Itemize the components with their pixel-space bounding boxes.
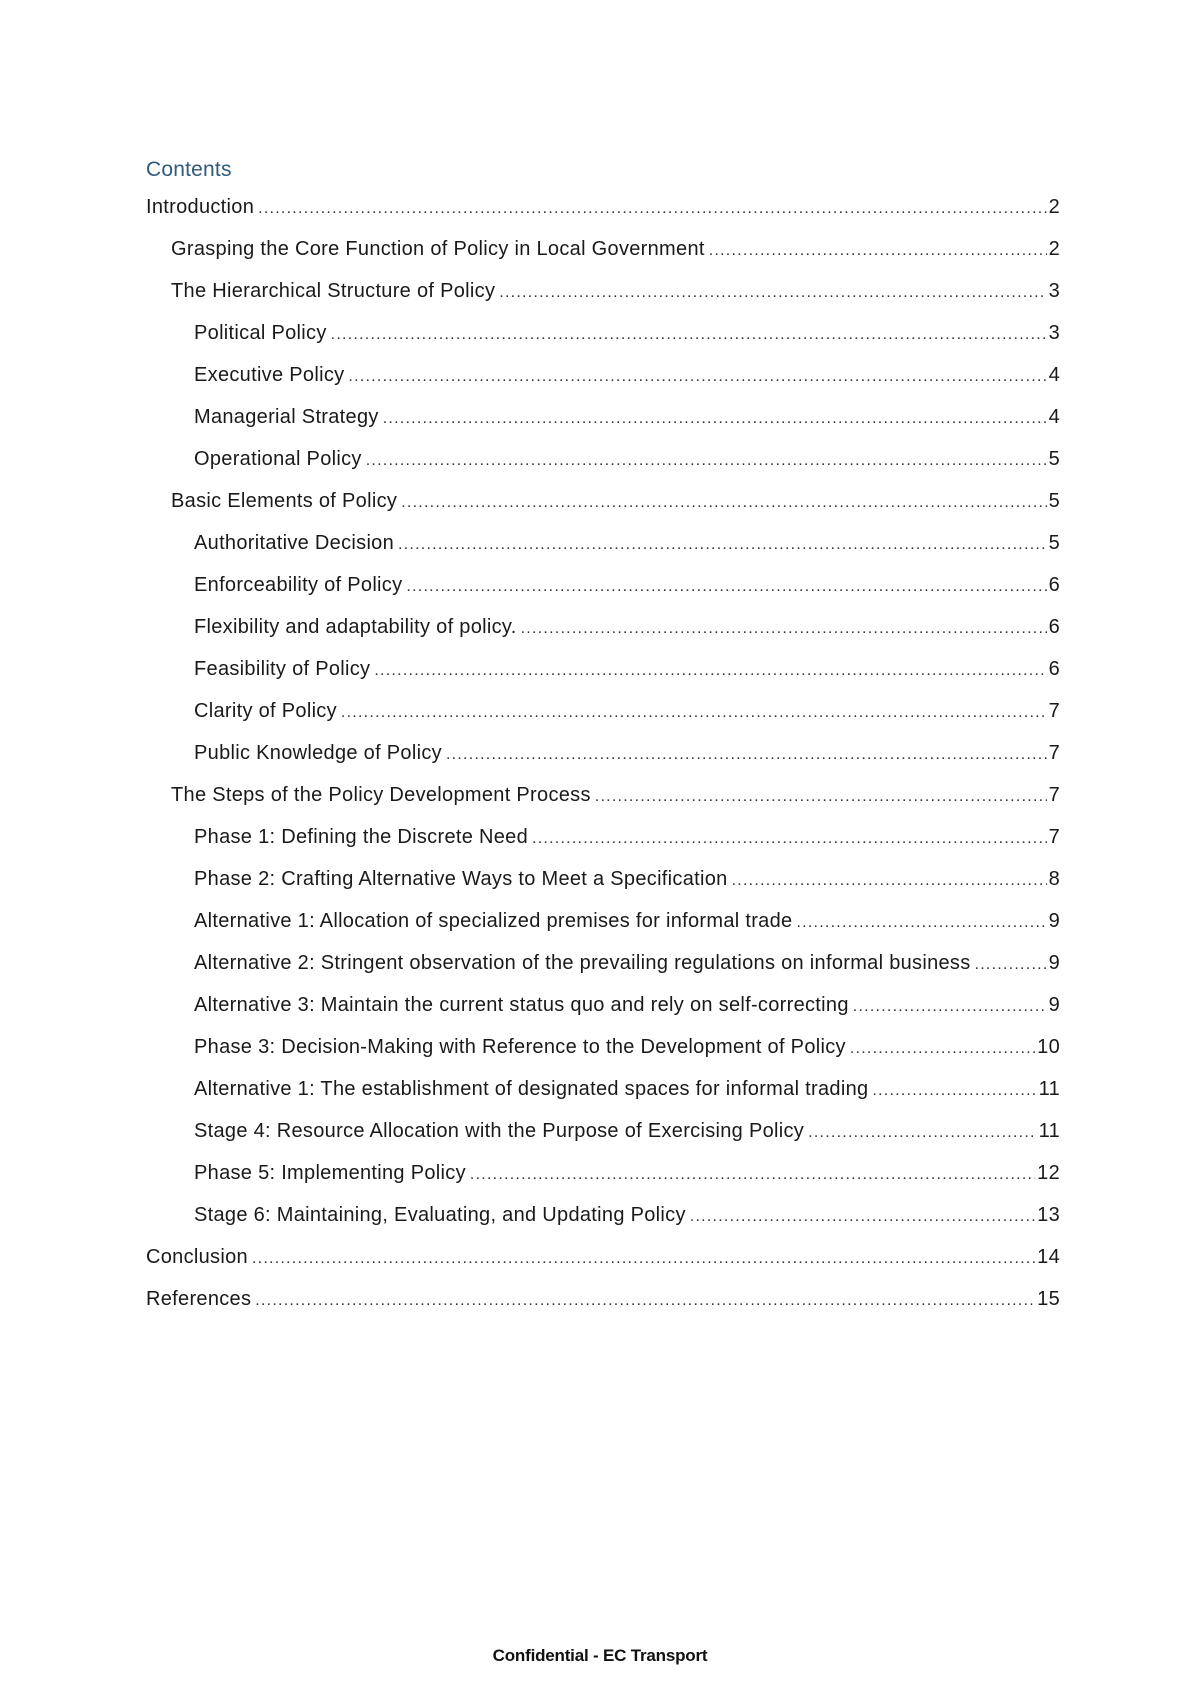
dot-leader — [470, 1166, 1035, 1184]
dot-leader — [521, 620, 1047, 638]
toc-entry[interactable] — [146, 1246, 1060, 1288]
toc-entry-page-number: 2 — [1048, 238, 1060, 260]
dot-leader — [732, 872, 1047, 890]
toc-entry-label: Basic Elements of Policy — [171, 490, 398, 512]
toc-entry[interactable] — [146, 406, 1060, 448]
toc-entry-label: Alternative 1: The establishment of designated spaces for informal trading — [194, 1078, 869, 1100]
toc-entry-page-number: 7 — [1048, 700, 1060, 722]
dot-leader — [406, 578, 1046, 596]
toc-entry-label: Stage 4: Resource Allocation with the Purpose of Exercising Policy — [194, 1120, 805, 1142]
toc-heading: Contents — [146, 158, 232, 181]
toc-entry-label: The Steps of the Policy Development Process — [171, 784, 591, 806]
toc-entry[interactable] — [146, 784, 1060, 826]
toc-entry[interactable] — [146, 1036, 1060, 1078]
toc-entry[interactable] — [146, 994, 1060, 1036]
toc-entry-label: Authoritative Decision — [194, 532, 395, 554]
toc-entry[interactable] — [146, 196, 1060, 238]
dot-leader — [796, 914, 1046, 932]
dot-leader — [341, 704, 1047, 722]
dot-leader — [853, 998, 1047, 1016]
toc-entry[interactable] — [146, 1120, 1060, 1162]
dot-leader — [331, 326, 1047, 344]
toc-entry-page-number: 6 — [1048, 658, 1060, 680]
toc-entry[interactable] — [146, 574, 1060, 616]
toc-entry-label: Feasibility of Policy — [194, 658, 371, 680]
dot-leader — [398, 536, 1047, 554]
toc-entry-label: References — [146, 1288, 252, 1310]
toc-entry[interactable] — [146, 1204, 1060, 1246]
table-of-contents — [146, 196, 1060, 1330]
toc-entry-label: The Hierarchical Structure of Policy — [171, 280, 496, 302]
toc-entry-label: Grasping the Core Function of Policy in Local Government — [171, 238, 705, 260]
toc-entry-label: Political Policy — [194, 322, 327, 344]
dot-leader — [690, 1208, 1035, 1226]
toc-entry-page-number: 13 — [1037, 1204, 1060, 1226]
dot-leader — [872, 1082, 1036, 1100]
dot-leader — [975, 956, 1047, 974]
dot-leader — [850, 1040, 1035, 1058]
toc-entry-page-number: 10 — [1037, 1036, 1060, 1058]
dot-leader — [709, 242, 1047, 260]
toc-entry-label: Managerial Strategy — [194, 406, 379, 428]
toc-entry[interactable] — [146, 238, 1060, 280]
toc-entry-page-number: 6 — [1048, 574, 1060, 596]
toc-entry-label: Phase 5: Implementing Policy — [194, 1162, 466, 1184]
toc-entry-page-number: 3 — [1048, 280, 1060, 302]
dot-leader — [499, 284, 1046, 302]
dot-leader — [446, 746, 1047, 764]
toc-entry[interactable] — [146, 952, 1060, 994]
toc-entry-page-number: 5 — [1048, 532, 1060, 554]
dot-leader — [401, 494, 1046, 512]
toc-entry-label: Enforceability of Policy — [194, 574, 403, 596]
toc-entry-label: Conclusion — [146, 1246, 248, 1268]
toc-entry-label: Phase 3: Decision-Making with Reference to the Development of Policy — [194, 1036, 846, 1058]
page-footer: Confidential - EC Transport — [492, 1646, 708, 1665]
toc-entry-label: Phase 1: Defining the Discrete Need — [194, 826, 529, 848]
toc-entry-label: Stage 6: Maintaining, Evaluating, and Updating Policy — [194, 1204, 686, 1226]
toc-entry-page-number: 7 — [1048, 784, 1060, 806]
toc-entry[interactable] — [146, 700, 1060, 742]
toc-entry-page-number: 8 — [1048, 868, 1060, 890]
dot-leader — [374, 662, 1046, 680]
toc-entry[interactable] — [146, 364, 1060, 406]
toc-entry-label: Phase 2: Crafting Alternative Ways to Meet a Specification — [194, 868, 728, 890]
dot-leader — [532, 830, 1047, 848]
toc-entry-page-number: 14 — [1037, 1246, 1060, 1268]
dot-leader — [366, 452, 1047, 470]
toc-entry[interactable] — [146, 1288, 1060, 1330]
dot-leader — [252, 1250, 1035, 1268]
toc-entry-page-number: 9 — [1048, 952, 1060, 974]
dot-leader — [808, 1124, 1037, 1142]
toc-entry-page-number: 7 — [1048, 742, 1060, 764]
toc-entry[interactable] — [146, 1078, 1060, 1120]
toc-entry[interactable] — [146, 280, 1060, 322]
toc-entry[interactable] — [146, 658, 1060, 700]
toc-entry-page-number: 11 — [1038, 1120, 1060, 1142]
dot-leader — [258, 200, 1046, 218]
toc-entry[interactable] — [146, 448, 1060, 490]
toc-entry[interactable] — [146, 910, 1060, 952]
toc-entry-page-number: 15 — [1037, 1288, 1060, 1310]
toc-entry[interactable] — [146, 826, 1060, 868]
toc-entry-page-number: 7 — [1048, 826, 1060, 848]
toc-entry[interactable] — [146, 616, 1060, 658]
toc-entry-label: Clarity of Policy — [194, 700, 337, 722]
toc-entry-label: Flexibility and adaptability of policy. — [194, 616, 517, 638]
dot-leader — [383, 410, 1047, 428]
toc-entry-label: Alternative 2: Stringent observation of the prevailing regulations on informal business — [194, 952, 971, 974]
toc-entry-page-number: 9 — [1048, 994, 1060, 1016]
toc-entry-label: Public Knowledge of Policy — [194, 742, 442, 764]
toc-entry-label: Introduction — [146, 196, 255, 218]
dot-leader — [348, 368, 1046, 386]
toc-entry[interactable] — [146, 1162, 1060, 1204]
toc-entry-page-number: 6 — [1048, 616, 1060, 638]
toc-entry-page-number: 9 — [1048, 910, 1060, 932]
toc-entry[interactable] — [146, 868, 1060, 910]
toc-entry-page-number: 12 — [1037, 1162, 1060, 1184]
toc-entry[interactable] — [146, 490, 1060, 532]
toc-entry-label: Executive Policy — [194, 364, 345, 386]
toc-entry-page-number: 3 — [1048, 322, 1060, 344]
toc-entry-page-number: 11 — [1038, 1078, 1060, 1100]
dot-leader — [255, 1292, 1035, 1310]
toc-entry-page-number: 2 — [1048, 196, 1060, 218]
toc-entry-label: Operational Policy — [194, 448, 362, 470]
toc-entry-page-number: 4 — [1048, 364, 1060, 386]
toc-entry-label: Alternative 3: Maintain the current status quo and rely on self-correcting — [194, 994, 849, 1016]
toc-entry[interactable] — [146, 742, 1060, 784]
toc-entry[interactable] — [146, 532, 1060, 574]
toc-entry[interactable] — [146, 322, 1060, 364]
toc-entry-page-number: 5 — [1048, 448, 1060, 470]
toc-entry-page-number: 5 — [1048, 490, 1060, 512]
toc-entry-label: Alternative 1: Allocation of specialized premises for informal trade — [194, 910, 793, 932]
toc-entry-page-number: 4 — [1048, 406, 1060, 428]
dot-leader — [595, 788, 1047, 806]
